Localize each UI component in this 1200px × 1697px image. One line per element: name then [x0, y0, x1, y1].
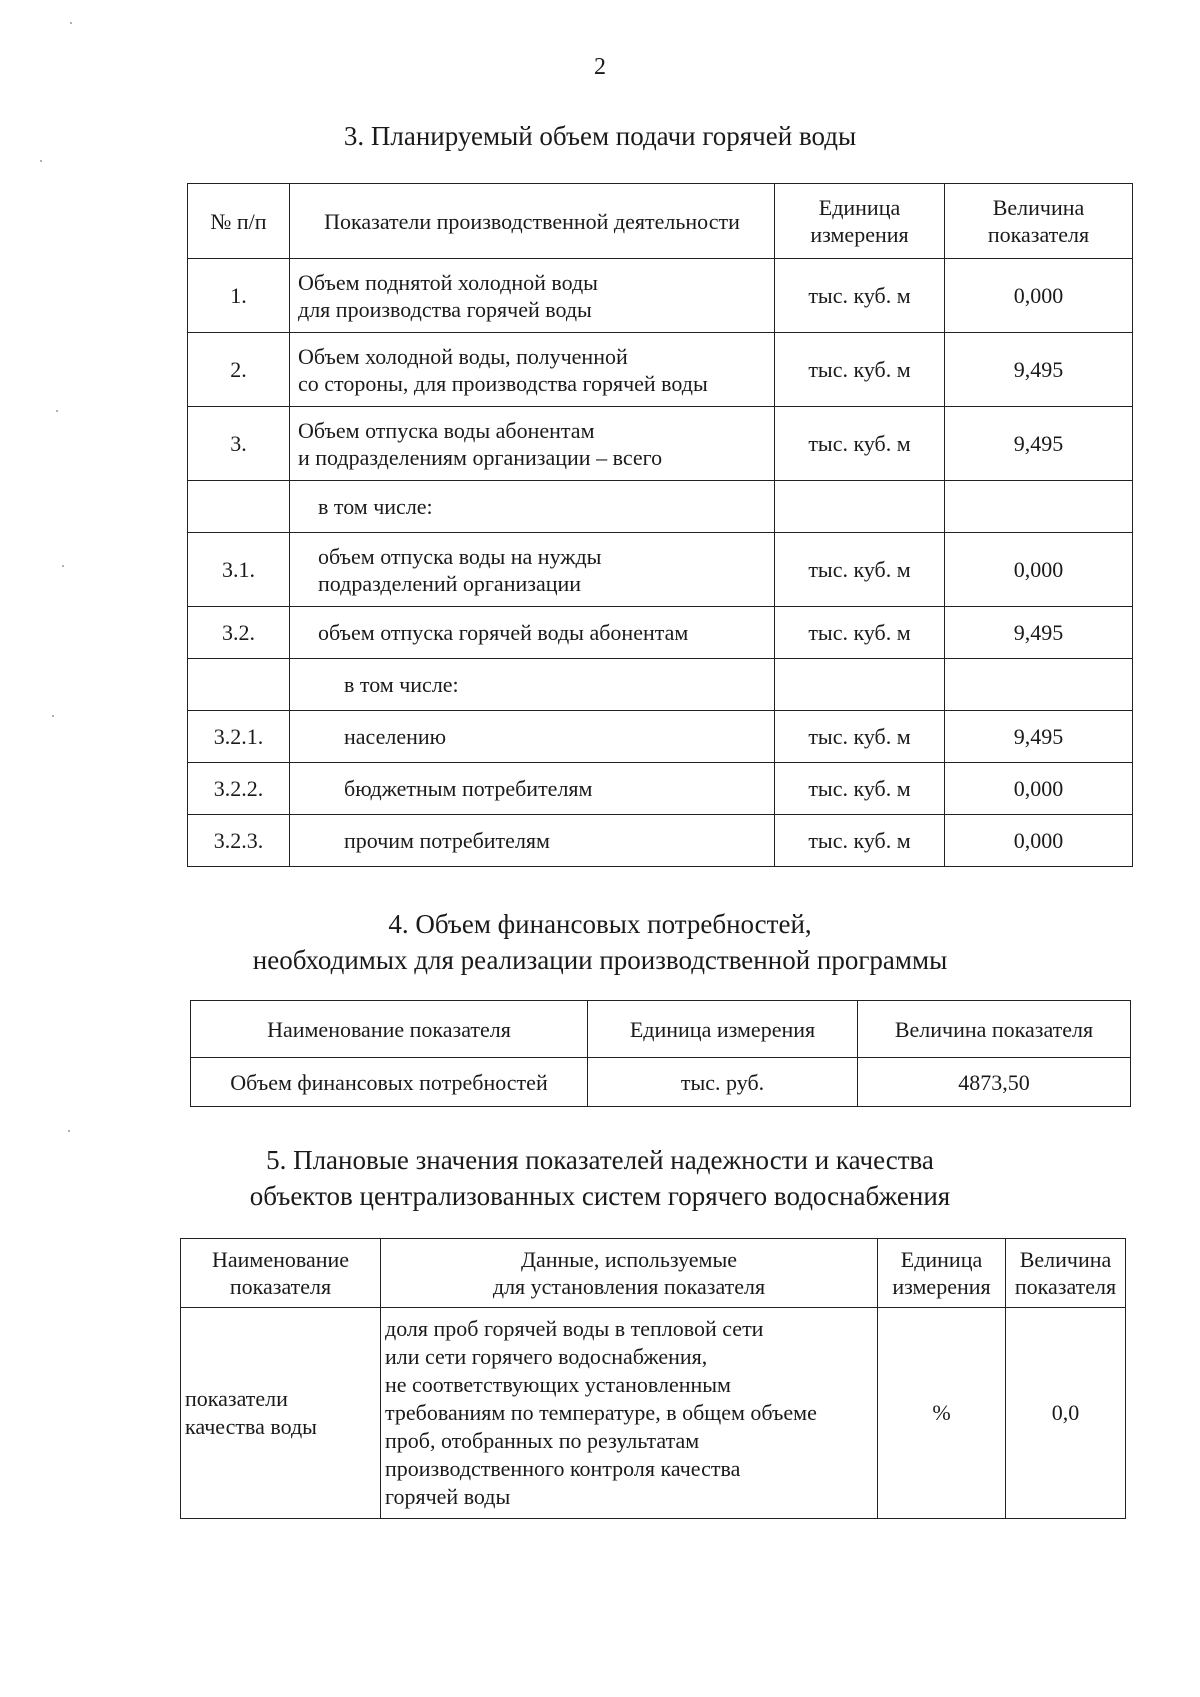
table-header-row — [188, 184, 1133, 259]
table-row — [188, 607, 1133, 659]
section5-title-line2: объектов централизованных систем горячего водоснабжения — [249, 1181, 951, 1211]
scan-speck — [62, 565, 64, 567]
row-value: 9,495 — [945, 333, 1133, 407]
header-data-used: Данные, используемые для установления показателя — [381, 1239, 878, 1308]
row-indicator: Объем отпуска воды абонентам и подразделениям организации – всего — [290, 407, 775, 481]
row-unit: тыс. куб. м — [775, 259, 945, 333]
table-row — [188, 711, 1133, 763]
table-row — [188, 815, 1133, 867]
row-indicator: показатели качества воды — [181, 1308, 381, 1519]
table-row — [188, 481, 1133, 533]
table-header-row — [181, 1239, 1126, 1308]
header-unit: Единица измерения — [878, 1239, 1006, 1308]
row-indicator: Объем финансовых потребностей — [191, 1058, 588, 1107]
row-number: 3.2.3. — [188, 815, 290, 867]
row-indicator: Объем поднятой холодной воды для производства горячей воды — [290, 259, 775, 333]
header-value: Величина показателя — [1006, 1239, 1126, 1308]
row-indicator: в том числе: — [290, 659, 775, 711]
row-number — [188, 659, 290, 711]
scan-speck — [68, 1130, 70, 1132]
row-indicator: Объем холодной воды, полученной со стороны, для производства горячей воды — [290, 333, 775, 407]
row-unit: тыс. руб. — [588, 1058, 858, 1107]
row-value: 0,0 — [1006, 1308, 1126, 1519]
row-unit — [775, 659, 945, 711]
row-number: 3. — [188, 407, 290, 481]
table-row — [188, 333, 1133, 407]
row-indicator: бюджетным потребителям — [290, 763, 775, 815]
row-number: 2. — [188, 333, 290, 407]
row-data-description: доля проб горячей воды в тепловой сети или сети горячего водоснабжения, не соответствующих установленным требованиям по температуре, в общем объеме проб, отобранных по результатам производственного контроля качества горячей воды — [381, 1308, 878, 1519]
row-number: 3.2.2. — [188, 763, 290, 815]
table-row — [191, 1058, 1131, 1107]
header-unit: Единица измерения — [775, 184, 945, 259]
header-indicator-name: Наименование показателя — [181, 1239, 381, 1308]
row-unit: тыс. куб. м — [775, 407, 945, 481]
section5-title-line1: 5. Плановые значения показателей надежности и качества — [266, 1145, 934, 1175]
row-value: 9,495 — [945, 711, 1133, 763]
table-row — [188, 407, 1133, 481]
row-value — [945, 481, 1133, 533]
row-unit: тыс. куб. м — [775, 333, 945, 407]
row-value: 9,495 — [945, 607, 1133, 659]
row-value — [945, 659, 1133, 711]
row-number: 1. — [188, 259, 290, 333]
section5-title — [0, 1142, 1200, 1214]
row-indicator: населению — [290, 711, 775, 763]
table-header-row — [191, 1001, 1131, 1058]
row-value: 4873,50 — [858, 1058, 1131, 1107]
header-value: Величина показателя — [858, 1001, 1131, 1058]
section4-title — [0, 906, 1200, 978]
table-row — [188, 763, 1133, 815]
header-number: № п/п — [188, 184, 290, 259]
table-row — [188, 533, 1133, 607]
row-value: 9,495 — [945, 407, 1133, 481]
row-unit: тыс. куб. м — [775, 763, 945, 815]
row-unit: тыс. куб. м — [775, 533, 945, 607]
row-number: 3.1. — [188, 533, 290, 607]
row-number — [188, 481, 290, 533]
row-value: 0,000 — [945, 815, 1133, 867]
row-indicator: объем отпуска воды на нужды подразделений организации — [290, 533, 775, 607]
row-unit: % — [878, 1308, 1006, 1519]
row-indicator: в том числе: — [290, 481, 775, 533]
row-unit: тыс. куб. м — [775, 711, 945, 763]
scan-speck — [52, 715, 54, 717]
row-unit: тыс. куб. м — [775, 607, 945, 659]
financial-needs-table — [190, 1000, 1131, 1107]
table-row — [188, 259, 1133, 333]
table-row — [188, 659, 1133, 711]
row-value: 0,000 — [945, 763, 1133, 815]
row-indicator: объем отпуска горячей воды абонентам — [290, 607, 775, 659]
row-value: 0,000 — [945, 259, 1133, 333]
section4-title-line2: необходимых для реализации производственной программы — [252, 945, 948, 975]
header-indicator: Показатели производственной деятельности — [290, 184, 775, 259]
scan-speck — [56, 410, 58, 412]
header-indicator-name: Наименование показателя — [191, 1001, 588, 1058]
scan-speck — [40, 160, 42, 162]
row-value: 0,000 — [945, 533, 1133, 607]
row-number: 3.2.1. — [188, 711, 290, 763]
table-row — [181, 1308, 1126, 1519]
hot-water-supply-table — [187, 183, 1133, 867]
header-value: Величина показателя — [945, 184, 1133, 259]
row-indicator: прочим потребителям — [290, 815, 775, 867]
section3-title: 3. Планируемый объем подачи горячей воды — [343, 121, 857, 151]
reliability-quality-table — [180, 1238, 1126, 1519]
section4-title-line1: 4. Объем финансовых потребностей, — [388, 909, 812, 939]
row-number: 3.2. — [188, 607, 290, 659]
page-number: 2 — [594, 54, 606, 80]
row-unit: тыс. куб. м — [775, 815, 945, 867]
row-unit — [775, 481, 945, 533]
scan-speck — [70, 22, 72, 24]
header-unit: Единица измерения — [588, 1001, 858, 1058]
